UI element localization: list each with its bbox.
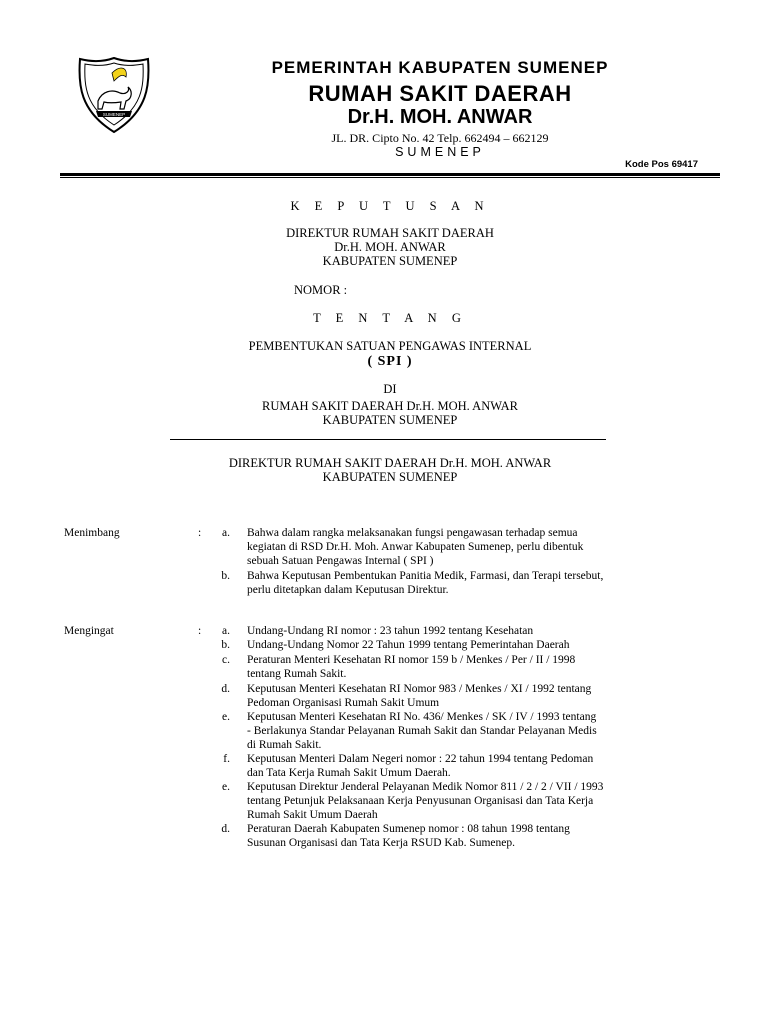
clause-letter: b.: [221, 570, 230, 582]
clause-line: Undang-Undang RI nomor : 23 tahun 1992 tentang Kesehatan: [247, 625, 534, 637]
clause-line: Pedoman Organisasi Rumah Sakit Umum: [247, 697, 440, 709]
menimbang-label: Menimbang: [64, 527, 120, 539]
clause-text: [247, 526, 715, 568]
clause-line: Keputusan Menteri Kesehatan RI Nomor 983 / Menkes / XI / 1992 tentang: [247, 683, 592, 695]
clause-text: [247, 638, 715, 652]
header-divider-thin: [60, 177, 720, 178]
clause-letter: a.: [222, 527, 230, 539]
location-line: KABUPATEN SUMENEP: [322, 413, 458, 427]
clause-line: perlu ditetapkan dalam Keputusan Direktur.: [247, 584, 449, 596]
location-line: RUMAH SAKIT DAERAH Dr.H. MOH. ANWAR: [261, 399, 519, 413]
clause-letter: a.: [222, 625, 230, 637]
clause-line: Rumah Sakit Umum Daerah: [247, 809, 378, 821]
clause-line: Keputusan Menteri Kesehatan RI No. 436/ Menkes / SK / IV / 1993 tentang: [247, 711, 597, 723]
kabupaten-emblem-logo: [76, 55, 152, 135]
clause-letter: d.: [221, 823, 230, 835]
menimbang-colon: :: [198, 527, 202, 539]
decree-title: K E P U T U S A N: [290, 199, 490, 213]
clause-line: Peraturan Daerah Kabupaten Sumenep nomor : 08 tahun 1998 tentang: [247, 823, 570, 835]
clause-text: [247, 710, 715, 752]
clause-letter: d.: [221, 683, 230, 695]
clause-line: - Berlakunya Standar Pelayanan Rumah Sakit dan Standar Pelayanan Medis: [247, 725, 597, 737]
clause-text: [247, 569, 715, 597]
director-heading: DIREKTUR RUMAH SAKIT DAERAH Dr.H. MOH. ANWAR: [228, 456, 552, 470]
clause-letter: b.: [221, 639, 230, 651]
clause-line: Susunan Organisasi dan Tata Kerja RSUD Kab. Sumenep.: [247, 837, 516, 849]
title-divider: [170, 439, 606, 440]
clause-letter: c.: [222, 654, 230, 666]
about-heading: T E N T A N G: [313, 311, 467, 325]
subject-line: PEMBENTUKAN SATUAN PENGAWAS INTERNAL: [248, 339, 532, 353]
clause-text: [247, 682, 715, 710]
clause-line: Keputusan Direktur Jenderal Pelayanan Medik Nomor 811 / 2 / 2 / VII / 1993: [247, 781, 604, 793]
hospital-name-heading: Dr.H. MOH. ANWAR: [347, 106, 533, 128]
clause-line: Keputusan Menteri Dalam Negeri nomor : 22 tahun 1994 tentang Pedoman: [247, 753, 594, 765]
clause-line: Bahwa dalam rangka melaksanakan fungsi pengawasan terhadap semua: [247, 527, 578, 539]
logo-text: SUMENEP: [102, 112, 126, 117]
clause-text: [247, 752, 715, 780]
address-line: JL. DR. Cipto No. 42 Telp. 662494 – 662129: [331, 131, 549, 145]
header-divider: [60, 173, 720, 176]
clause-line: tentang Petunjuk Pelaksanaan Kerja Penyusunan Organisasi dan Tata Kerja: [247, 795, 594, 807]
government-heading: PEMERINTAH KABUPATEN SUMENEP: [271, 58, 609, 77]
clause-line: sebuah Satuan Pengawas Internal ( SPI ): [247, 555, 434, 567]
director-heading: KABUPATEN SUMENEP: [322, 470, 458, 484]
clause-text: [247, 822, 715, 850]
clause-letter: e.: [222, 711, 230, 723]
postal-code: Kode Pos 69417: [625, 159, 698, 170]
mengingat-label: Mengingat: [64, 625, 114, 637]
clause-line: tentang Rumah Sakit.: [247, 668, 347, 680]
mengingat-colon: :: [198, 625, 202, 637]
hospital-heading: RUMAH SAKIT DAERAH: [308, 81, 572, 106]
clause-letter: e.: [222, 781, 230, 793]
clause-line: Peraturan Menteri Kesehatan RI nomor 159 b / Menkes / Per / II / 1998: [247, 654, 576, 666]
clause-text: [247, 653, 715, 681]
subject-abbreviation: ( SPI ): [367, 354, 413, 369]
clause-letter: f.: [223, 753, 230, 765]
clause-text: [247, 780, 715, 822]
issuer-line: DIREKTUR RUMAH SAKIT DAERAH: [286, 226, 494, 240]
issuer-line: Dr.H. MOH. ANWAR: [334, 240, 446, 254]
clause-text: [247, 624, 715, 638]
clause-line: kegiatan di RSD Dr.H. Moh. Anwar Kabupaten Sumenep, perlu dibentuk: [247, 541, 584, 553]
city-line: SUMENEP: [395, 145, 485, 159]
clause-line: Bahwa Keputusan Pembentukan Panitia Medik, Farmasi, dan Terapi tersebut,: [247, 570, 604, 582]
clause-line: di Rumah Sakit.: [247, 739, 322, 751]
clause-line: Undang-Undang Nomor 22 Tahun 1999 tentang Pemerintahan Daerah: [247, 639, 570, 651]
issuer-line: KABUPATEN SUMENEP: [322, 254, 458, 268]
at-line: DI: [383, 382, 397, 396]
clause-line: dan Tata Kerja Rumah Sakit Umum Daerah.: [247, 767, 451, 779]
decree-number: NOMOR :: [294, 283, 348, 297]
